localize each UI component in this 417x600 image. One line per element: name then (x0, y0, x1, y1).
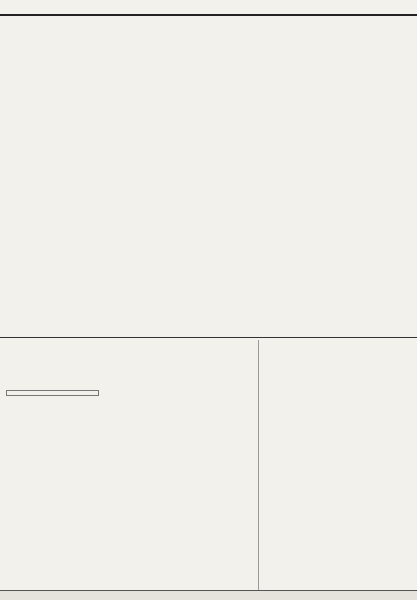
masthead (0, 0, 417, 15)
masthead-rule (0, 14, 417, 16)
top-story-body (5, 52, 411, 336)
author-box (6, 390, 99, 396)
section-divider (0, 337, 417, 338)
footer (0, 590, 417, 600)
bottom-story-box (262, 488, 412, 588)
column-divider (258, 340, 259, 590)
